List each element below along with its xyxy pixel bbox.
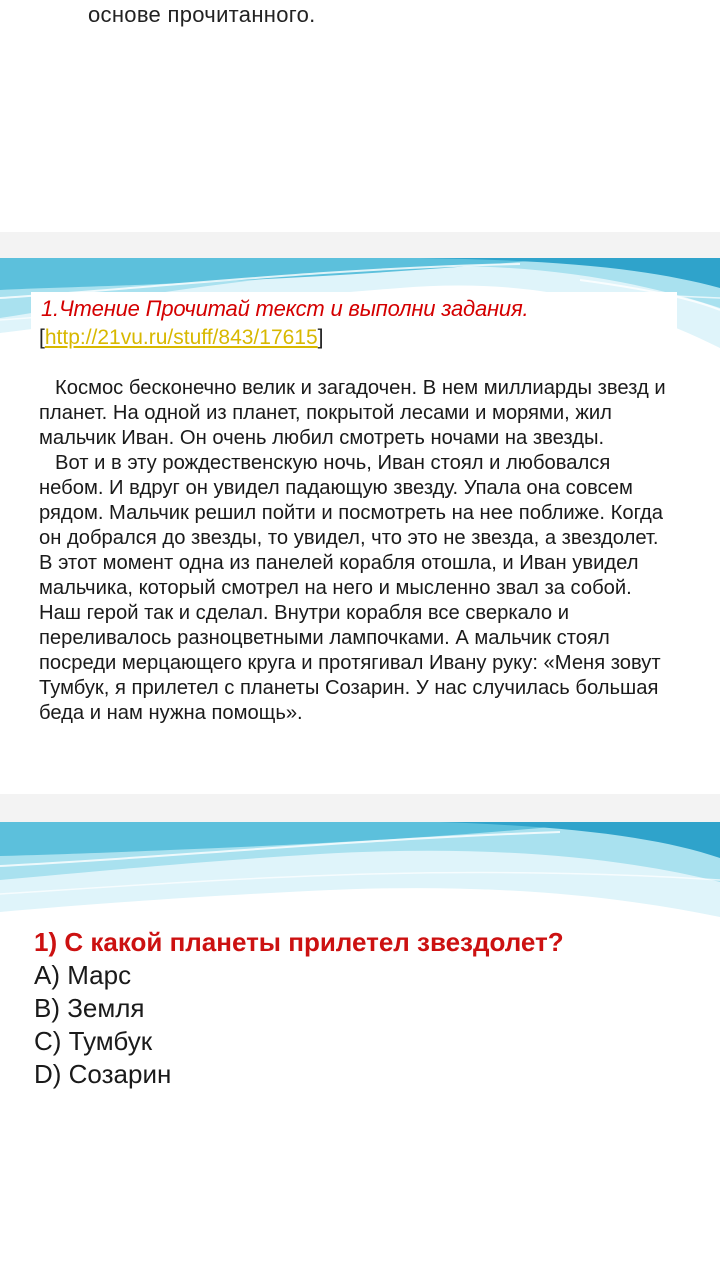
source-link[interactable]: http://21vu.ru/stuff/843/17615 [44, 326, 318, 349]
option-b[interactable]: B) Земля [34, 993, 145, 1023]
option-a[interactable]: A) Марс [34, 960, 132, 990]
question-text: 1) С какой планеты прилетел звездолет? [34, 927, 564, 957]
slide-separator [0, 232, 720, 258]
slide-separator-2 [0, 794, 720, 822]
reading-heading: 1.Чтение Прочитай текст и выполни задания. [41, 296, 529, 321]
source-link-line [39, 326, 324, 350]
wave-decoration-2 [0, 822, 720, 942]
story-paragraph-1: Космос бесконечно велик и загадочен. В нем миллиарды звезд и планет. На одной из планет, покрытой лесами и морями, жил мальчик Иван. Он очень любил смотреть ночами на звезды. [39, 377, 666, 449]
question-block [34, 925, 564, 1091]
previous-slide-text: основе прочитанного. [88, 2, 316, 27]
story-paragraph-2: Вот и в эту рождественскую ночь, Иван стоял и любовался небом. И вдруг он увидел падающую звезду. Упала она совсем рядом. Мальчик решил пойти и посмотреть на нее поближе. Когда он добрался до звезды, то увидел, что это не звезда, а звездолет. В этот момент одна из панелей корабля отошла, и Иван увидел мальчика, который смотрел на него и мысленно звал за собой. Наш герой так и сделал. Внутри корабля все сверкало и переливалось разноцветными лампочками. А мальчик стоял посреди мерцающего круга и протягивал Ивану руку: «Меня зовут Тумбук, я прилетел с планеты Созарин. У нас случилась большая беда и нам нужна помощь». [39, 452, 664, 724]
reading-text-box [31, 292, 677, 780]
story-text [39, 376, 675, 726]
link-close-bracket: ] [317, 326, 324, 349]
reading-slide[interactable] [0, 258, 720, 794]
option-c[interactable]: C) Тумбук [34, 1026, 153, 1056]
option-d[interactable]: D) Созарин [34, 1059, 172, 1089]
link-open-bracket: [ [39, 326, 45, 349]
